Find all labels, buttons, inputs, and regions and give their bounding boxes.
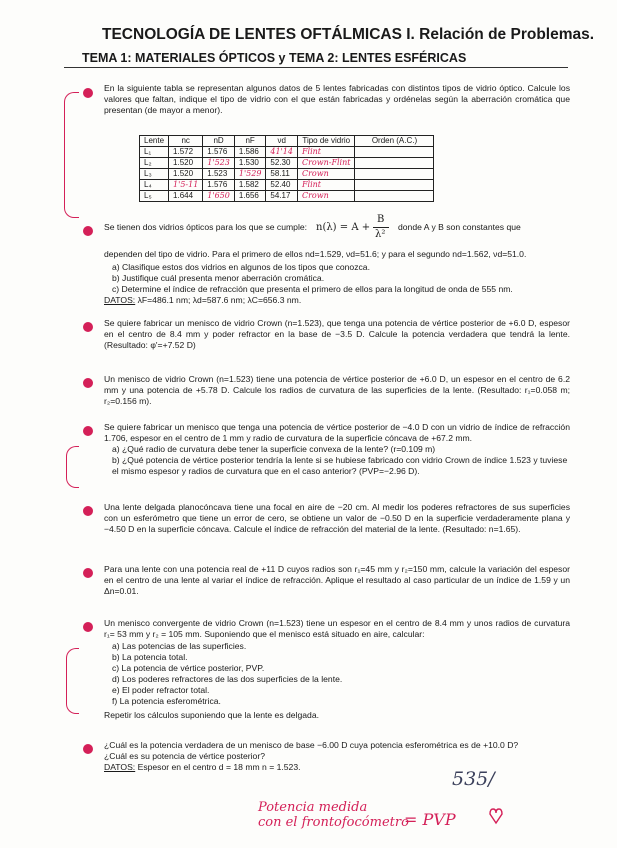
table-header-row [140,136,434,147]
handwritten-equation: = PVP [404,810,456,829]
lens-data-table [139,135,434,202]
table-cell: Crown [297,191,355,202]
problem-9-datos [104,762,570,773]
formula-numerator: B [377,214,385,225]
problem-7-marker [83,568,93,578]
handwritten-note-line2: con el frontofocómetro [258,815,409,830]
page-title: TECNOLOGÍA DE LENTES OFTÁLMICAS I. Relación de Problemas. [102,26,595,43]
table-cell: 52.30 [266,158,298,169]
problem-2-cont: dependen del tipo de vidrio. Para el primero de ellos nd=1.529, νd=51.6; y para el segundo nd=1.562, νd=51.0. [104,249,527,259]
problem-8-marker [83,622,93,632]
datos-label: DATOS: [104,295,136,305]
problem-9-text [104,740,570,773]
table-row [140,158,434,169]
col-lente: Lente [140,136,169,147]
problem-2-items [112,262,513,295]
col-nd: nD [203,136,235,147]
table-cell: 1.644 [169,191,203,202]
col-nf: nF [234,136,266,147]
table-cell: 54.17 [266,191,298,202]
table-cell: 1.520 [169,169,203,180]
table-cell: 1.656 [234,191,266,202]
problem-8-footer: Repetir los cálculos suponiendo que la lente es delgada. [104,710,319,720]
col-orden: Orden (A.C.) [355,136,434,147]
problem-1-marker [83,88,93,98]
problem-2-datos [104,295,301,306]
list-item: e) El poder refractor total. [112,685,210,695]
problem-6-text: Una lente delgada planocóncava tiene una focal en aire de −20 cm. Al medir los poderes refractores de sus superficies con un esferómetro que tiene un error de cero, se obtiene un valor de −0.50 D en la superficie verdaderamente plana y −4.50 D en la superficie cóncava. Calcule el índice de refracción del material de la lente. (Resultado: n=1.65). [104,502,570,534]
table-cell [355,169,434,180]
table-cell: 1.523 [203,169,235,180]
section-subtitle: TEMA 1: MATERIALES ÓPTICOS y TEMA 2: LENTES ESFÉRICAS [82,51,467,65]
problem-6-marker [83,506,93,516]
table-cell: 52.40 [266,180,298,191]
table-cell [355,191,434,202]
problem-5-items [112,444,570,477]
problem-3-text: Se quiere fabricar un menisco de vidrio Crown (n=1.523), que tenga una potencia de vértice posterior de +6.0 D, espesor en el centro de 8.4 mm y poder refractor en la base de −3.5 D. Calcule la potencia verdadera que tendrá la lente. (Resultado: φ'=+7.52 D) [104,318,570,350]
margin-bracket [64,92,79,218]
table-cell: L₂ [140,158,169,169]
problem-9-marker [83,744,93,754]
list-item: d) Los poderes refractores de las dos superficies de la lente. [112,674,343,684]
problem-2-intro: Se tienen dos vidrios ópticos para los que se cumple: [104,222,308,232]
heart-doodle-icon [488,806,504,826]
table-cell: Crown [297,169,355,180]
col-vd: νd [266,136,298,147]
table-cell: Crown-Flint [297,158,355,169]
col-nc: nc [169,136,203,147]
table-cell: 1.520 [169,158,203,169]
datos-label: DATOS: [104,762,136,772]
col-tipo: Tipo de vidrio [297,136,355,147]
table-cell: 1.576 [203,180,235,191]
table-row [140,169,434,180]
formula-denominator: λ² [375,229,386,240]
table-cell: 1'529 [234,169,266,180]
list-item: c) Determine el índice de refracción que presenta el primero de ellos para la longitud de onda de 555 nm. [112,284,513,294]
table-cell: 1'650 [203,191,235,202]
table-cell: 1'523 [203,158,235,169]
list-item: a) ¿Qué radio de curvatura debe tener la superficie convexa de la lente? (r=0.109 m) [112,444,436,454]
table-row [140,191,434,202]
datos-values: λF=486.1 nm; λd=587.6 nm; λC=656.3 nm. [137,295,302,305]
formula-lhs: n(λ) = A + [316,222,371,233]
list-item: b) ¿Qué potencia de vértice posterior tendría la lente si se hubiese fabricado con vidrio Crown de índice 1.523 y tuviese el mismo espesor y radios de curvatura que en el caso anterior? (PVP=−2.96 D). [112,455,568,476]
problem-8-text: Un menisco convergente de vidrio Crown (n=1.523) tiene un espesor en el centro de 8.4 mm y unos radios de curvatura r₁= 53 mm y r₂ = 105 mm. Suponiendo que el menisco está situado en aire, calcular: [104,618,570,639]
problem-4-text: Un menisco de vidrio Crown (n=1.523) tiene una potencia de vértice posterior de +6.0 D, un espesor en el centro de 6.2 mm y una potencia de +5.78 D. Calcule los radios de curvatura de las superficies de la lente. (Resultado: r₁=0.058 m; r₂=0.156 m). [104,374,570,406]
table-cell: Flint [297,147,355,158]
table-cell: 41'14 [266,147,298,158]
problem-9-line2: ¿Cuál es su potencia de vértice posterior? [104,751,265,761]
problem-5-text: Se quiere fabricar un menisco que tenga una potencia de vértice posterior de −4.0 D con un vidrio de índice de refracción 1.706, espesor en el centro de 1 mm y radio de curvatura de la superficie cóncava de +67.2 mm. [104,422,570,443]
problem-7-text: Para una lente con una potencia real de +11 D cuyos radios son r₁=45 mm y r₂=150 mm, calcule la variación del espesor en el centro de una lente al variar el índice de refracción. Aplique el resultado al caso particular de un índice de 1.59 y un Δn=0.01. [104,564,570,596]
table-cell: L₃ [140,169,169,180]
table-cell: 1.586 [234,147,266,158]
table-cell: 58.11 [266,169,298,180]
problem-3-marker [83,322,93,332]
table-cell [355,147,434,158]
handwritten-note-line1: Potencia medida [258,800,368,815]
fraction-bar [373,227,389,228]
table-cell: 1'5-11 [169,180,203,191]
list-item: c) La potencia de vértice posterior, PVP. [112,663,265,673]
table-row [140,147,434,158]
datos-values: Espesor en el centro d = 18 mm n = 1.523. [137,762,301,772]
problem-4-marker [83,378,93,388]
problem-8-items [112,641,342,707]
table-cell: 1.530 [234,158,266,169]
problem-2-after-formula: donde A y B son constantes que [398,222,521,232]
table-cell: Flint [297,180,355,191]
problem-9-line1: ¿Cuál es la potencia verdadera de un menisco de base −6.00 D cuya potencia esferométrica es de +10.0 D? [104,740,519,750]
table-row [140,180,434,191]
table-cell: 1.576 [203,147,235,158]
handwritten-note [258,800,409,830]
handwritten-number: 535/ [452,768,495,790]
table-cell: 1.572 [169,147,203,158]
list-item: f) La potencia esferométrica. [112,696,221,706]
problem-2-marker [83,226,93,236]
table-cell [355,180,434,191]
table-cell [355,158,434,169]
problem-1-text: En la siguiente tabla se representan algunos datos de 5 lentes fabricadas con distintos tipos de vidrio óptico. Calcule los valores que faltan, indique el tipo de vidrio con el que están fabricadas y ordénelas según la aberración cromática que presentan (de mayor a menor). [104,83,570,115]
problem-5-marker [83,426,93,436]
list-item: a) Clasifique estos dos vidrios en algunos de los tipos que conozca. [112,262,370,272]
list-item: b) La potencia total. [112,652,188,662]
table-cell: L₁ [140,147,169,158]
list-item: b) Justifique cuál presenta menor aberración cromática. [112,273,325,283]
margin-bracket [66,648,79,714]
header-rule [64,67,568,68]
table-cell: 1.582 [234,180,266,191]
margin-bracket [66,446,79,488]
table-cell: L₄ [140,180,169,191]
table-cell: L₅ [140,191,169,202]
list-item: a) Las potencias de las superficies. [112,641,247,651]
